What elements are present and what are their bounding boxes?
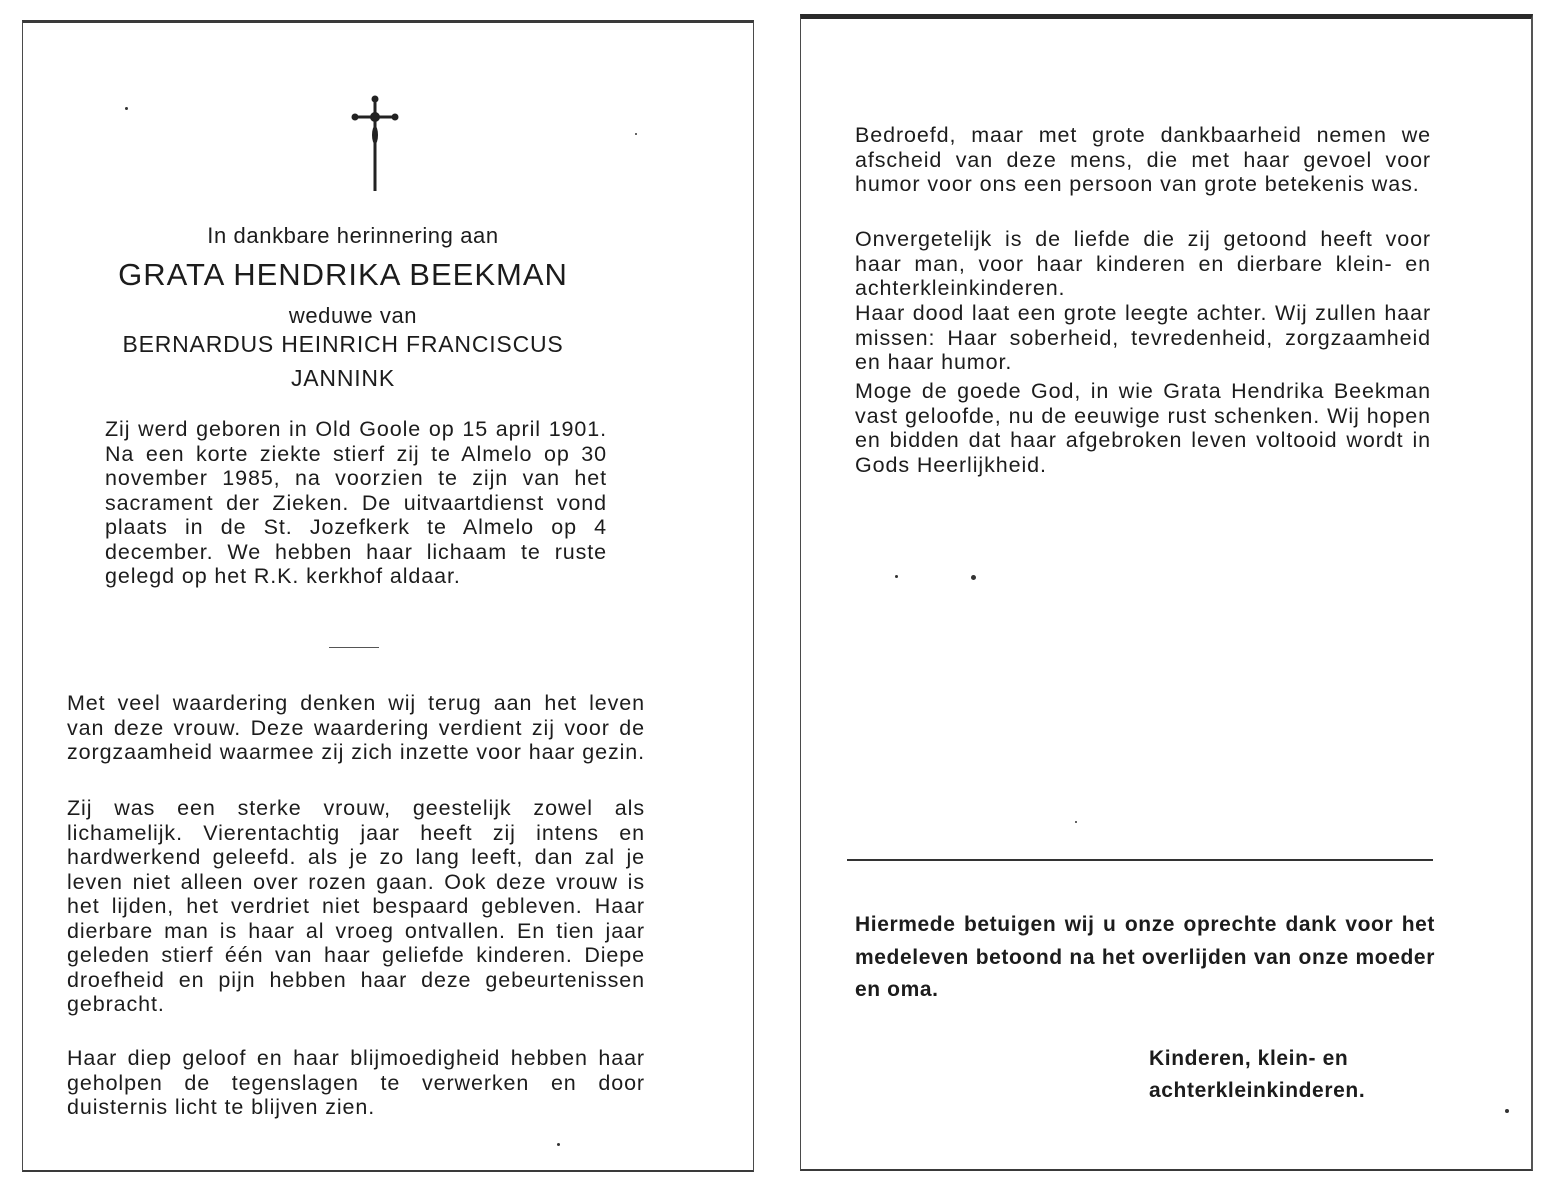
tribute-paragraph-3: Haar diep geloof en haar blijmoedigheid hebben haar geholpen de tegenslagen te verwerken en door duisternis licht te blijven zien. — [67, 1046, 645, 1119]
speck — [635, 133, 637, 135]
thanks-message: Hiermede betuigen wij u onze oprechte dank voor het medeleven betoond na het overlijden van onze moeder en oma. — [855, 913, 1435, 1001]
speck — [1505, 1109, 1509, 1113]
signature — [1149, 1043, 1365, 1107]
memorial-card-left — [22, 20, 754, 1172]
tribute-paragraph-2: Zij was een sterke vrouw, geestelijk zowel als lichamelijk. Vierentachtig jaar heeft zij intens en hardwerkend geleefd. als je zo lang leeft, dan zal je leven niet alleen over rozen gaan. Ook deze vrouw is het lijden, het verdriet niet bespaard gebleven. Haar dierbare man is haar al vroeg ontvallen. En tien jaar geleden stierf één van haar geliefde kinderen. Diepe droefheid en pijn hebben haar deze gebeurtenissen gebracht. — [67, 796, 645, 1016]
signature-line-1: Kinderen, klein- en — [1149, 1047, 1349, 1070]
husband-name-line2: JANNINK — [290, 365, 395, 391]
speck — [557, 1143, 560, 1146]
farewell-paragraph-4: Moge de goede God, in wie Grata Hendrika Beekman vast geloofde, nu de eeuwige rust schenken. Wij hopen en bidden dat haar afgebroken leven voltooid wordt in Gods Heerlijkheid. — [855, 379, 1431, 477]
memorial-card-right — [800, 14, 1533, 1171]
cross-icon — [350, 95, 400, 195]
biography-paragraph: Zij werd geboren in Old Goole op 15 april 1901. Na een korte ziekte stierf zij te Almelo op 30 november 1985, na voorzien te zijn van het sacrament der Zieken. De uitvaartdienst vond plaats in de St. Jozefkerk te Almelo op 4 december. We hebben haar lichaam te ruste gelegd op het R.K. kerkhof aldaar. — [105, 417, 607, 588]
husband-name-line1: BERNARDUS HEINRICH FRANCISCUS — [122, 331, 564, 357]
signature-line-2: achterkleinkinderen. — [1149, 1079, 1366, 1102]
speck — [125, 107, 128, 110]
speck — [895, 575, 898, 578]
deceased-name: GRATA HENDRIKA BEEKMAN — [118, 257, 568, 292]
intro-line: In dankbare herinnering aan — [207, 223, 499, 248]
divider — [329, 647, 379, 648]
divider — [847, 859, 1433, 861]
farewell-paragraph-2: Onvergetelijk is de liefde die zij getoond heeft voor haar man, voor haar kinderen en dierbare klein- en achterkleinkinderen. — [855, 227, 1431, 300]
widow-of-line: weduwe van — [288, 303, 418, 328]
speck — [1075, 821, 1077, 823]
farewell-paragraph-3: Haar dood laat een grote leegte achter. Wij zullen haar missen: Haar soberheid, tevredenheid, zorgzaamheid en haar humor. — [855, 301, 1431, 374]
tribute-paragraph-1: Met veel waardering denken wij terug aan het leven van deze vrouw. Deze waardering verdient zij voor de zorgzaamheid waarmee zij zich inzette voor haar gezin. — [67, 691, 645, 764]
farewell-paragraph-1: Bedroefd, maar met grote dankbaarheid nemen we afscheid van deze mens, die met haar gevoel voor humor voor ons een persoon van grote betekenis was. — [855, 123, 1431, 196]
speck — [971, 575, 976, 580]
